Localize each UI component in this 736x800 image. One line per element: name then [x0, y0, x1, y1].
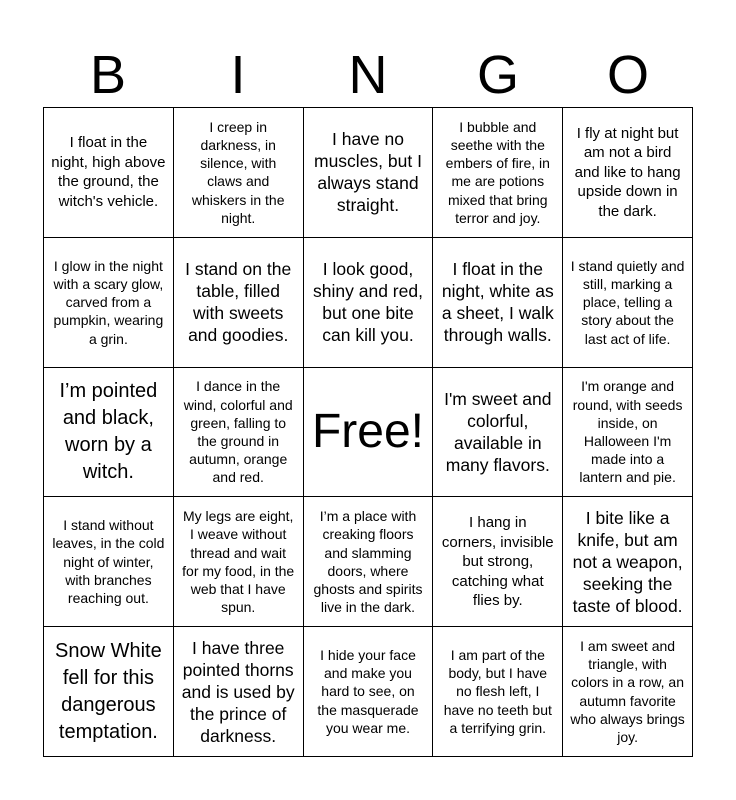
- bingo-cell-r1-c3[interactable]: [304, 108, 434, 238]
- bingo-cell-r4-c1[interactable]: [44, 497, 174, 627]
- cell-text: I'm sweet and colorful, available in many flavors.: [444, 388, 552, 475]
- bingo-cell-r1-c4[interactable]: [433, 108, 563, 238]
- cell-text: I float in the night, white as a sheet, I walk through walls.: [441, 259, 554, 346]
- bingo-cell-r2-c1[interactable]: [44, 238, 174, 368]
- header-letter-n: N: [348, 45, 388, 105]
- header-letter-i: I: [230, 45, 246, 105]
- bingo-cell-r4-c4[interactable]: [433, 497, 563, 627]
- header-letter-o: O: [606, 45, 649, 105]
- cell-text: I hide your face and make you hard to see, on the masquerade you wear me.: [317, 647, 419, 736]
- bingo-cell-r5-c4[interactable]: [433, 627, 563, 757]
- bingo-cell-r2-c3[interactable]: [304, 238, 434, 368]
- bingo-cell-r4-c2[interactable]: [174, 497, 304, 627]
- bingo-cell-r3-c2[interactable]: [174, 368, 304, 498]
- bingo-cell-r4-c3[interactable]: [304, 497, 434, 627]
- bingo-cell-r3-c1[interactable]: [44, 368, 174, 498]
- cell-text: I am sweet and triangle, with colors in a row, an autumn favorite who always brings joy.: [570, 637, 685, 745]
- bingo-cell-r5-c3[interactable]: [304, 627, 434, 757]
- free-space-label: Free!: [311, 404, 424, 458]
- cell-text: I glow in the night with a scary glow, carved from a pumpkin, wearing a grin.: [53, 257, 164, 347]
- cell-text: My legs are eight, I weave without thread and wait for my food, in the web that I have spun.: [182, 508, 295, 616]
- cell-text: Snow White fell for this dangerous temptation.: [55, 639, 162, 743]
- cell-text: I look good, shiny and red, but one bite can kill you.: [313, 259, 423, 346]
- bingo-cell-r3-c4[interactable]: [433, 368, 563, 498]
- cell-text: I dance in the wind, colorful and green, falling to the ground in autumn, orange and red.: [183, 378, 293, 486]
- bingo-cell-free[interactable]: [304, 368, 434, 498]
- cell-text: I bite like a knife, but am not a weapon, seeking the taste of blood.: [572, 507, 683, 616]
- header-letter-b: B: [89, 45, 127, 105]
- cell-text: I fly at night but am not a bird and like to hang upside down in the dark.: [574, 124, 681, 220]
- header-letter-g: G: [476, 45, 519, 105]
- cell-text: I creep in darkness, in silence, with claws and whiskers in the night.: [191, 118, 285, 226]
- cell-text: I am part of the body, but I have no flesh left, I have no teeth but a terrifying grin.: [443, 647, 552, 736]
- bingo-cell-r5-c5[interactable]: [563, 627, 693, 757]
- bingo-cell-r4-c5[interactable]: [563, 497, 693, 627]
- cell-text: I float in the night, high above the ground, the witch's vehicle.: [51, 134, 166, 210]
- cell-text: I have three pointed thorns and is used by the prince of darkness.: [181, 637, 295, 746]
- bingo-cell-r3-c5[interactable]: [563, 368, 693, 498]
- bingo-cell-r2-c2[interactable]: [174, 238, 304, 368]
- cell-text: I'm orange and round, with seeds inside, on Halloween I'm made into a lantern and pie.: [572, 378, 683, 486]
- bingo-cell-r2-c4[interactable]: [433, 238, 563, 368]
- bingo-cell-r1-c2[interactable]: [174, 108, 304, 238]
- cell-text: I stand quietly and still, marking a place, telling a story about the last act of life.: [570, 257, 685, 347]
- bingo-cell-r2-c5[interactable]: [563, 238, 693, 368]
- bingo-cell-r1-c1[interactable]: [44, 108, 174, 238]
- bingo-cell-r5-c1[interactable]: [44, 627, 174, 757]
- bingo-cell-r1-c5[interactable]: [563, 108, 693, 238]
- bingo-cell-r5-c2[interactable]: [174, 627, 304, 757]
- cell-text: I stand without leaves, in the cold night of winter, with branches reaching out.: [52, 517, 165, 607]
- bingo-grid: [43, 107, 693, 757]
- bingo-header: [43, 44, 693, 106]
- cell-text: I have no muscles, but I always stand straight.: [314, 129, 422, 216]
- cell-text: I’m pointed and black, worn by a witch.: [59, 379, 158, 483]
- cell-text: I hang in corners, invisible but strong, catching what flies by.: [441, 514, 554, 610]
- cell-text: I bubble and seethe with the embers of fire, in me are potions mixed that bring terror and joy.: [445, 118, 550, 226]
- cell-text: I stand on the table, filled with sweets and goodies.: [185, 259, 292, 346]
- cell-text: I’m a place with creaking floors and slamming doors, where ghosts and spirits live in the dark.: [313, 508, 423, 616]
